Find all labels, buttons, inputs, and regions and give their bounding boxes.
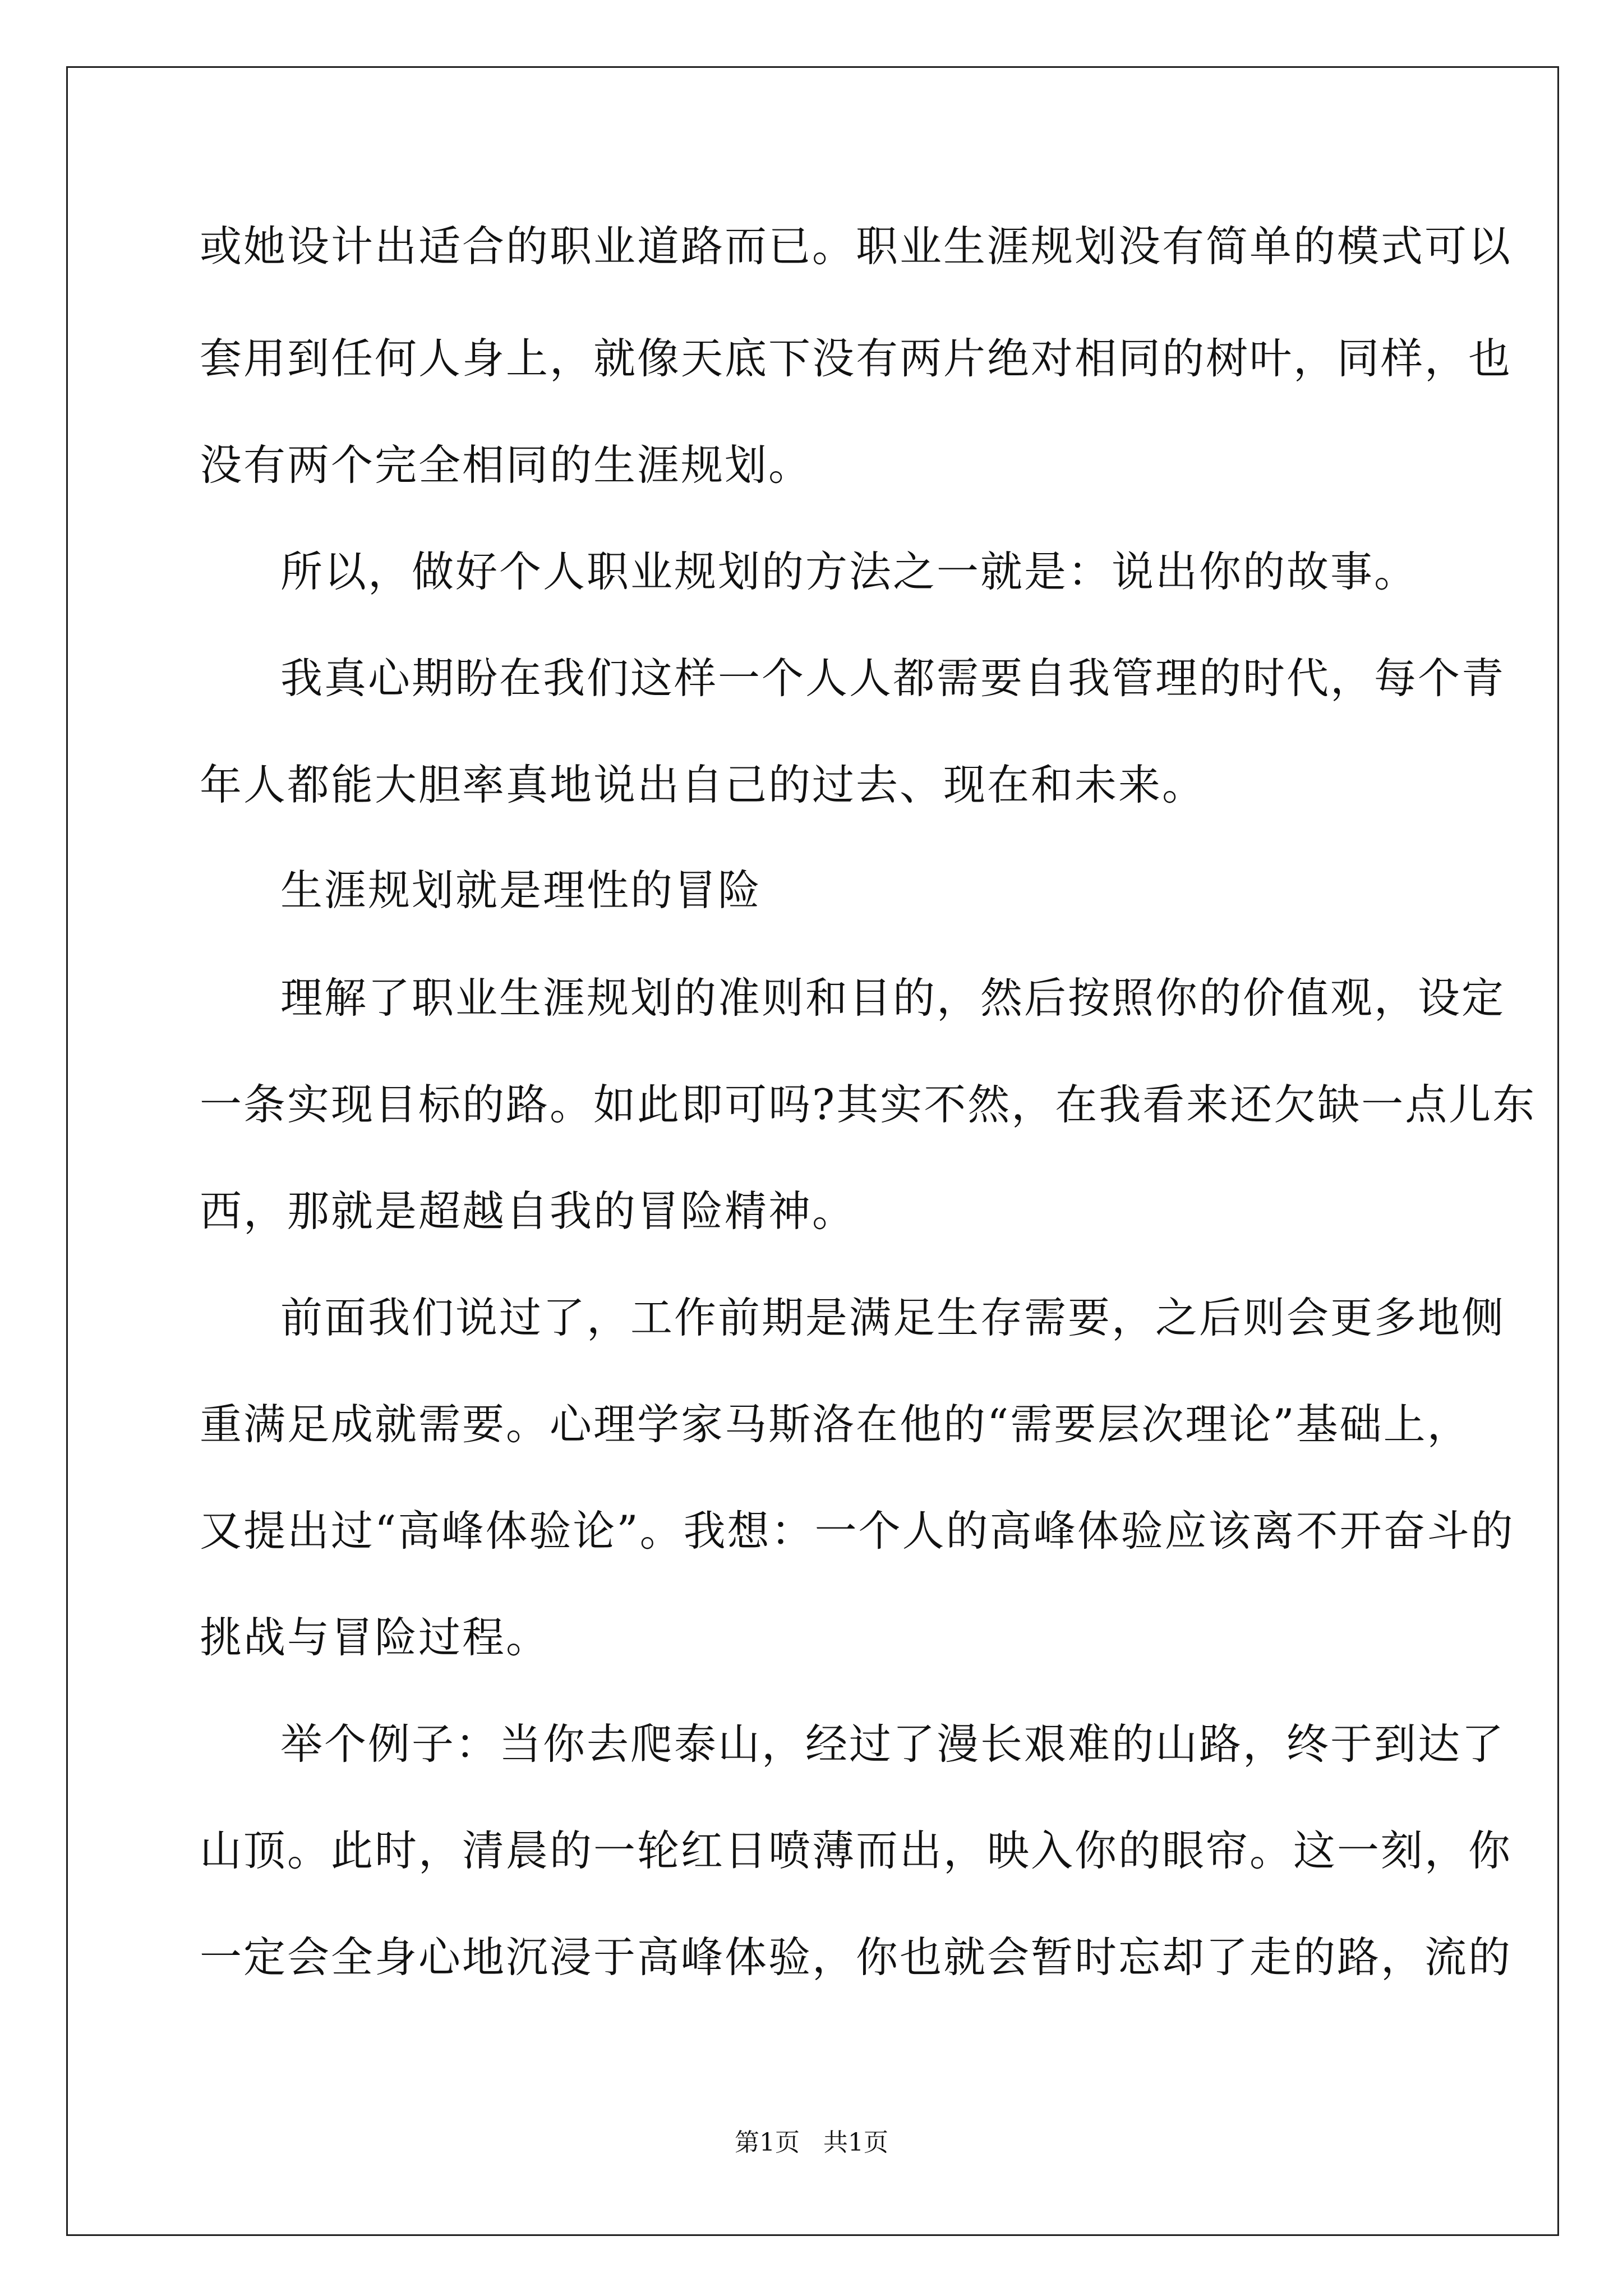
body-text-line: 或她设计出适合的职业道路而已。职业生涯规划没有简单的模式可以 xyxy=(200,222,1513,271)
body-text-line: 年人都能大胆率真地说出自己的过去、现在和未来。 xyxy=(200,760,1206,809)
paragraph-first-line: 前面我们说过了，工作前期是满足生存需要，之后则会更多地侧 xyxy=(280,1293,1506,1342)
paragraph-first-line: 理解了职业生涯规划的准则和目的，然后按照你的价值观，设定 xyxy=(280,973,1506,1023)
body-text-line: 又提出过“高峰体验论”。我想：一个人的高峰体验应该离不开奋斗的 xyxy=(200,1506,1515,1556)
paragraph-first-line: 我真心期盼在我们这样一个人人都需要自我管理的时代，每个青 xyxy=(280,654,1506,703)
paragraph-first-line: 举个例子：当你去爬泰山，经过了漫长艰难的山路，终于到达了 xyxy=(280,1719,1506,1769)
body-text-line: 西，那就是超越自我的冒险精神。 xyxy=(200,1186,856,1236)
body-text-line: 一条实现目标的路。如此即可吗?其实不然，在我看来还欠缺一点儿东 xyxy=(200,1080,1537,1129)
body-text-line: 山顶。此时，清晨的一轮红日喷薄而出，映入你的眼帘。这一刻，你 xyxy=(200,1826,1513,1875)
body-text-line: 没有两个完全相同的生涯规划。 xyxy=(200,440,813,490)
page-number-footer: 第1页 共1页 xyxy=(735,2128,888,2157)
page-border xyxy=(66,66,1559,2236)
body-text-line: 重满足成就需要。心理学家马斯洛在他的“需要层次理论”基础上， xyxy=(200,1400,1471,1449)
section-heading: 生涯规划就是理性的冒险 xyxy=(280,866,762,915)
body-text-line: 一定会全身心地沉浸于高峰体验，你也就会暂时忘却了走的路，流的 xyxy=(200,1932,1513,1982)
body-text-line: 套用到任何人身上，就像天底下没有两片绝对相同的树叶，同样，也 xyxy=(200,334,1513,383)
body-text-line: 挑战与冒险过程。 xyxy=(200,1613,550,1662)
paragraph-first-line: 所以，做好个人职业规划的方法之一就是：说出你的故事。 xyxy=(280,547,1418,596)
